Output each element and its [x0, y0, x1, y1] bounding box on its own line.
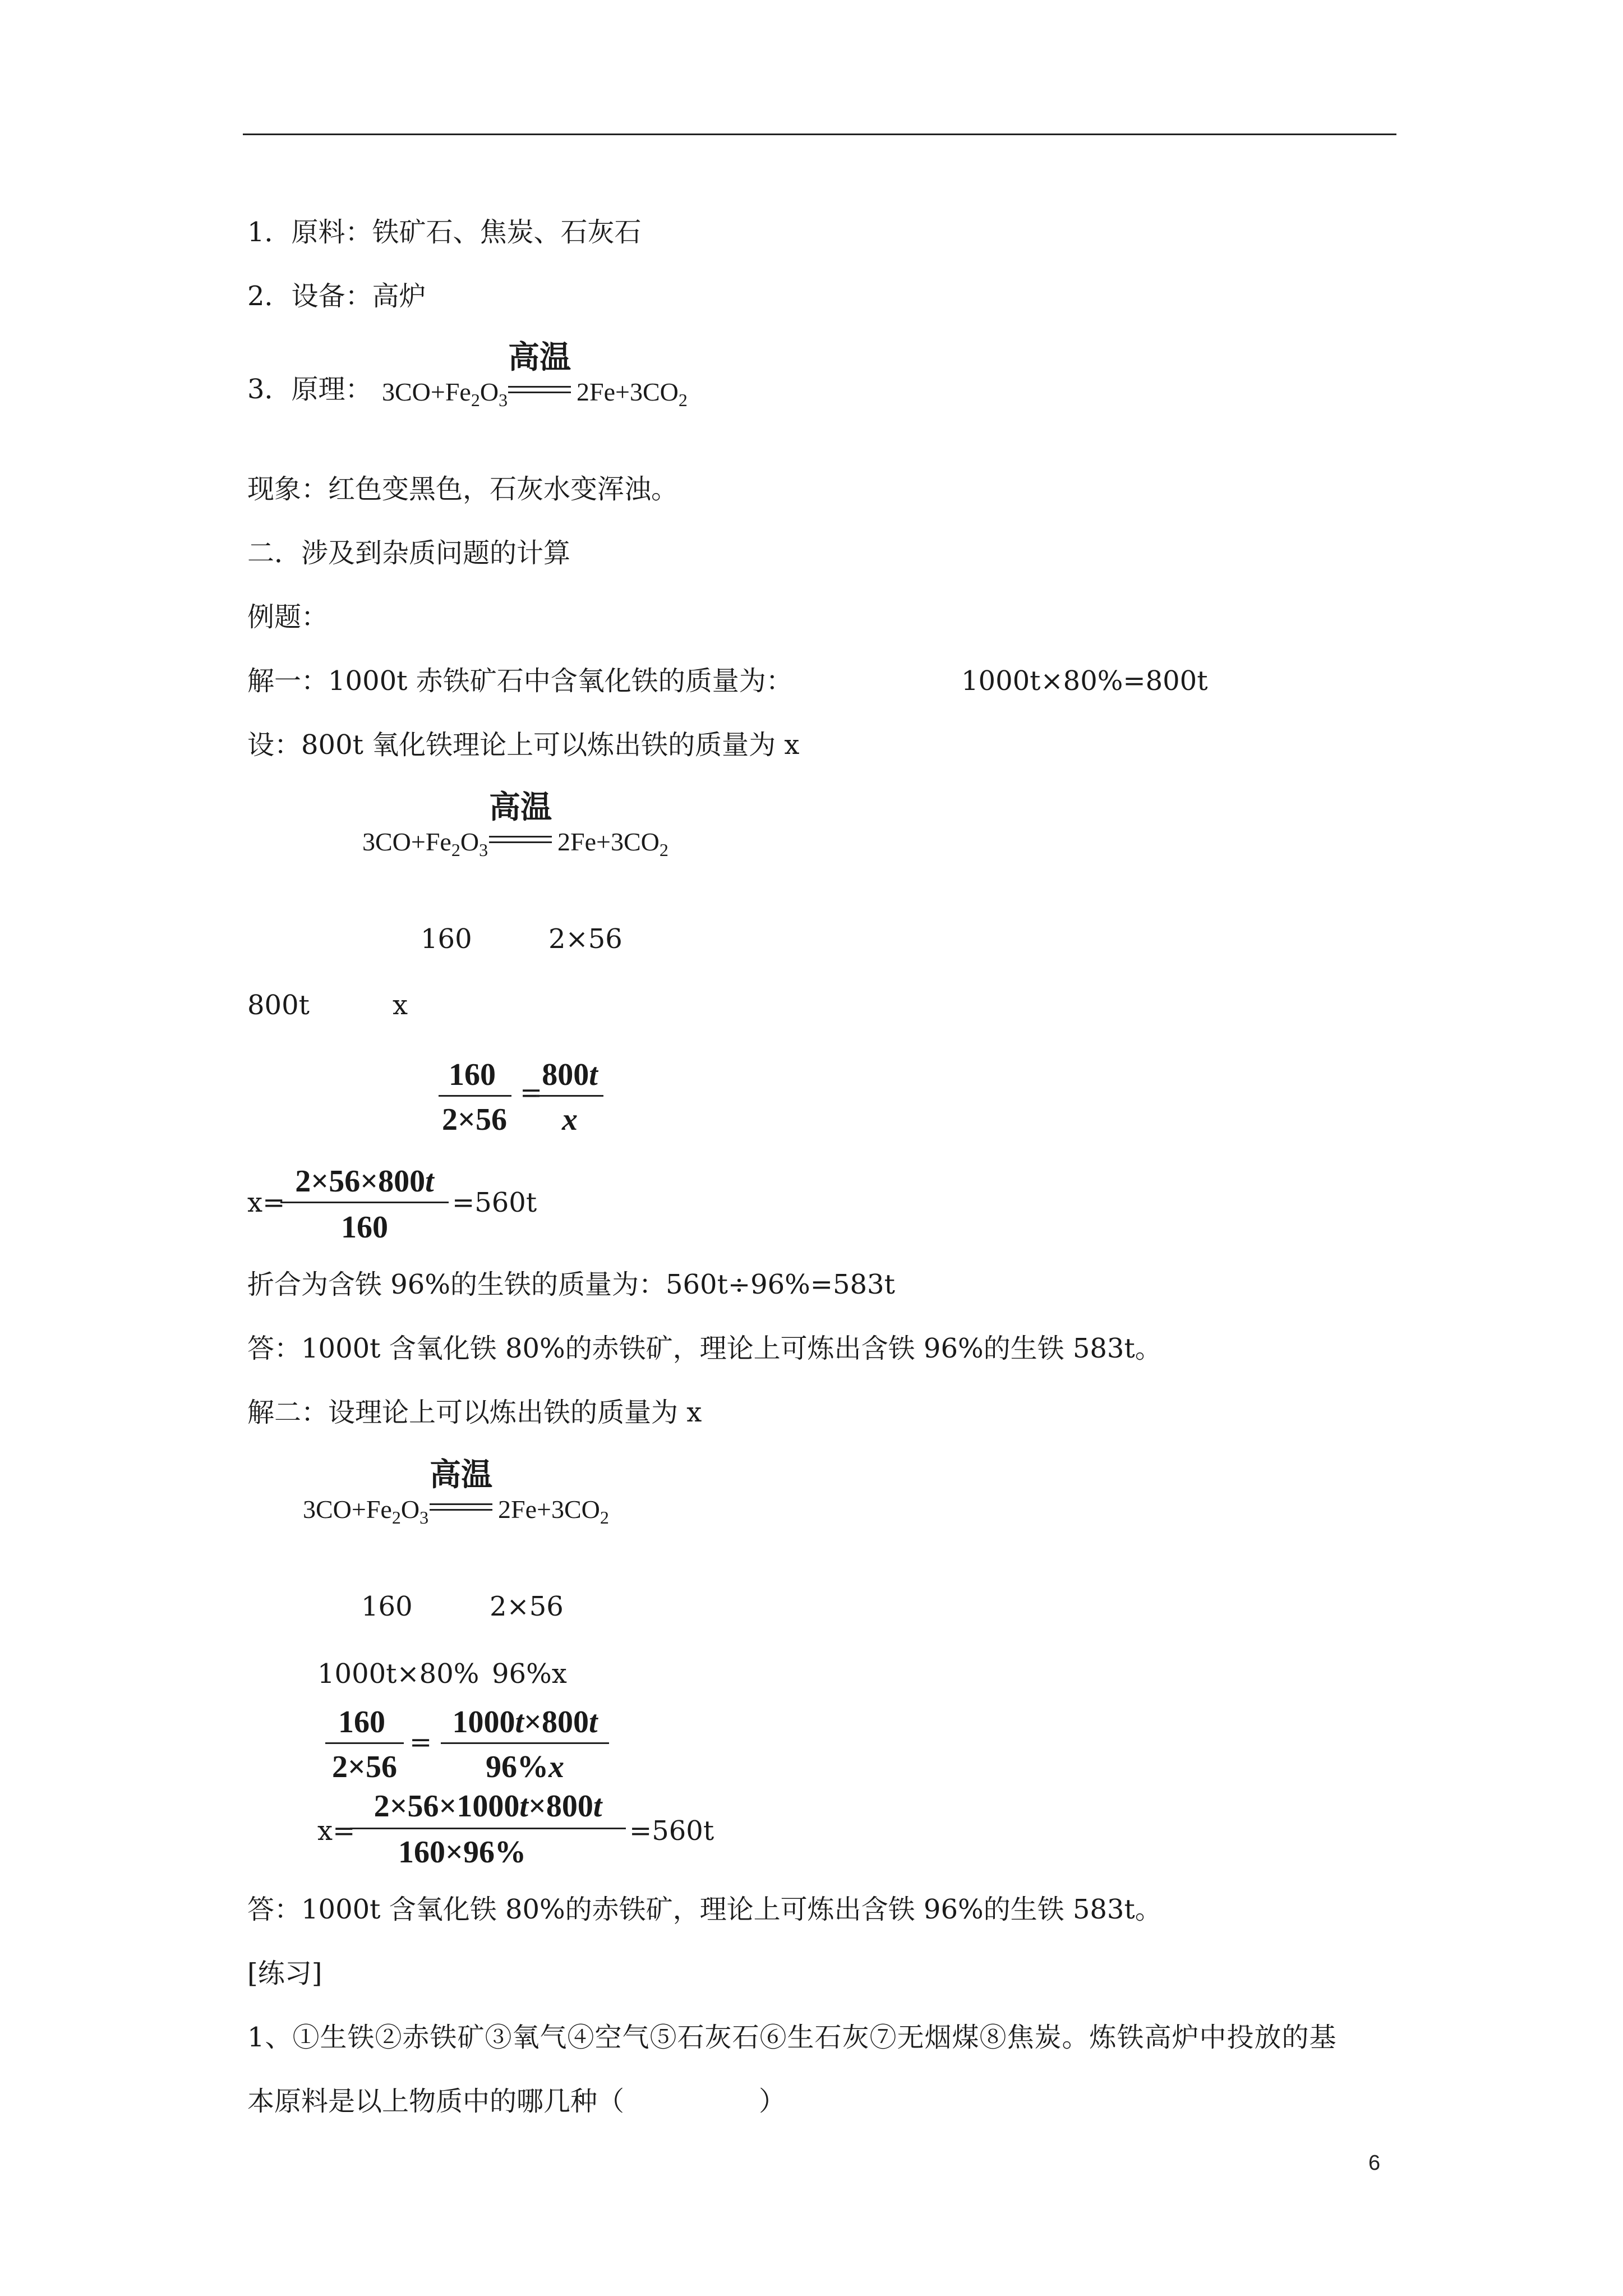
double-bar-bottom: [430, 1509, 492, 1511]
principle-label: 3．原理：: [247, 374, 372, 405]
double-bar-bottom: [489, 841, 552, 843]
mass-known: 1000t×80%: [317, 1658, 479, 1690]
reactants: $3CO+Fe_2O_3$: [303, 1495, 429, 1527]
solution-one-line: 解一：1000t 赤铁矿石中含氧化铁的质量为：: [247, 665, 793, 697]
double-bar-top: [489, 836, 552, 838]
solution-two-line: 解二：设理论上可以炼出铁的质量为 x: [247, 1397, 702, 1428]
fraction-denominator: 2×56: [442, 1102, 507, 1137]
mass-known: 800t: [247, 990, 310, 1021]
fraction-numerator: 2×56×1000t×800t: [374, 1789, 602, 1824]
fraction-denominator: 96%x: [486, 1750, 564, 1784]
products: $2Fe+3CO_2$: [577, 378, 688, 410]
x-equals: x=: [317, 1815, 356, 1847]
fraction-bar: [536, 1095, 603, 1097]
fraction-numerator: 2×56×800t: [295, 1164, 434, 1199]
reaction-condition: 高温: [430, 1457, 492, 1493]
molar-mass-fe: 2×56: [548, 923, 623, 955]
conversion-line: 折合为含铁 96%的生铁的质量为：560t÷96%=583t: [247, 1269, 895, 1300]
solution-one-value: 1000t×80%=800t: [961, 665, 1208, 697]
question-1-line-1: 1、①生铁②赤铁矿③氧气④空气⑤石灰石⑥生石灰⑦无烟煤⑧焦炭。炼铁高炉中投放的基: [247, 2022, 1337, 2053]
mass-unknown: 96%x: [492, 1658, 567, 1690]
double-bar-top: [508, 386, 571, 388]
equals-sign: =: [409, 1727, 432, 1758]
fraction-denominator: x: [562, 1102, 578, 1137]
fraction-numerator: 160: [338, 1705, 385, 1740]
fraction-denominator: 160: [341, 1210, 388, 1245]
fraction-denominator: 160×96%: [398, 1835, 526, 1870]
raw-materials-line: 1．原料：铁矿石、焦炭、石灰石: [247, 217, 642, 248]
fraction-bar: [325, 1742, 404, 1744]
fraction-bar: [439, 1095, 511, 1097]
reactants: $3CO+Fe_2O_3$: [382, 378, 508, 410]
fraction-numerator: 800t: [542, 1057, 598, 1092]
products: $2Fe+3CO_2$: [557, 827, 668, 860]
reactants: $3CO+Fe_2O_3$: [362, 827, 488, 860]
practice-heading: [练习]: [247, 1958, 322, 1989]
molar-mass-fe: 2×56: [490, 1591, 564, 1622]
double-bar-bottom: [508, 392, 571, 393]
fraction-bar: [280, 1202, 449, 1203]
header-rule: [243, 134, 1396, 135]
section-title: 二．涉及到杂质问题的计算: [247, 537, 571, 569]
let-statement: 设：800t 氧化铁理论上可以炼出铁的质量为 x: [247, 729, 800, 761]
question-1-line-2: 本原料是以上物质中的哪几种（ ）: [247, 2086, 786, 2117]
phenomenon-line: 现象：红色变黑色，石灰水变浑浊。: [247, 473, 679, 505]
fraction-bar: [441, 1742, 609, 1744]
page-number: 6: [1368, 2151, 1381, 2175]
fraction-numerator: 1000t×800t: [452, 1705, 598, 1740]
molar-mass-fe2o3: 160: [421, 923, 472, 955]
fraction-denominator: 2×56: [332, 1750, 397, 1784]
equipment-line: 2．设备：高炉: [247, 280, 426, 312]
fraction-numerator: 160: [449, 1057, 496, 1092]
answer-line: 答：1000t 含氧化铁 80%的赤铁矿，理论上可炼出含铁 96%的生铁 583t。: [247, 1894, 1162, 1925]
reaction-condition: 高温: [489, 789, 552, 826]
answer-line: 答：1000t 含氧化铁 80%的赤铁矿，理论上可炼出含铁 96%的生铁 583t。: [247, 1333, 1162, 1364]
x-equals: x=: [247, 1187, 285, 1218]
result: =560t: [629, 1815, 714, 1847]
reaction-condition: 高温: [508, 339, 571, 376]
equals-sign: =: [520, 1077, 543, 1108]
mass-unknown: x: [393, 990, 408, 1021]
result: =560t: [452, 1187, 537, 1218]
products: $2Fe+3CO_2$: [498, 1495, 609, 1527]
molar-mass-fe2o3: 160: [361, 1591, 413, 1622]
example-label: 例题：: [247, 601, 329, 633]
fraction-bar: [350, 1828, 626, 1829]
double-bar-top: [430, 1503, 492, 1505]
